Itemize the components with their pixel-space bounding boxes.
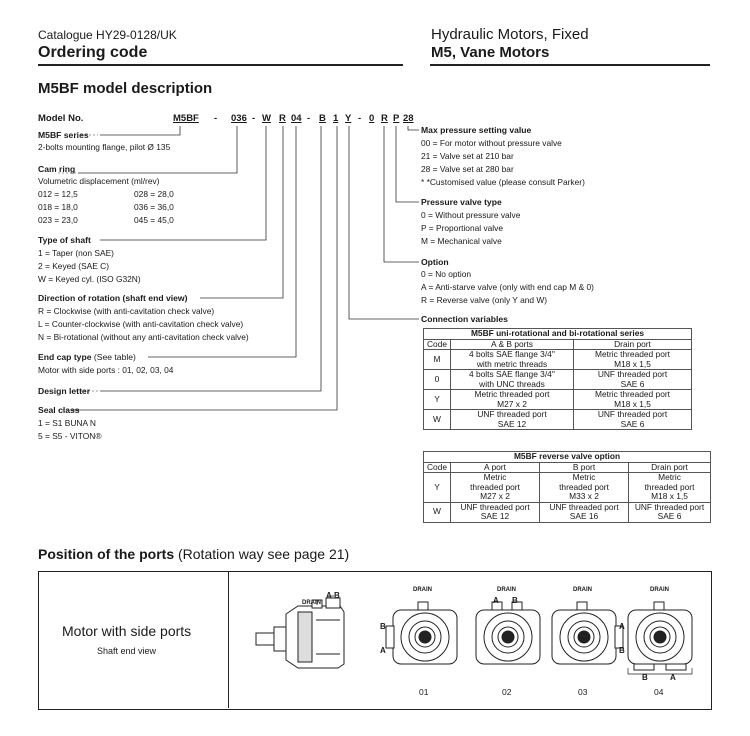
model-separator: - bbox=[214, 113, 218, 124]
table-header: Drain port bbox=[574, 339, 692, 350]
port-b-label: B bbox=[512, 596, 518, 605]
connection-title: Connection variables bbox=[421, 314, 508, 324]
table-header: A & B ports bbox=[451, 339, 574, 350]
seal-option: 5 = S5 - VITON® bbox=[38, 431, 102, 441]
table-header: Code bbox=[424, 462, 451, 473]
table-row: M 4 bolts SAE flange 3/4'' with metric threads Metric threaded port M18 x 1,5 bbox=[424, 350, 692, 370]
drain-label: DRAIN bbox=[497, 587, 516, 593]
ordering-code-title: Ordering code bbox=[38, 44, 148, 61]
port-a-label: A bbox=[619, 622, 625, 631]
drain-label: DRAIN bbox=[573, 587, 592, 593]
shaft-option: 1 = Taper (non SAE) bbox=[38, 248, 114, 258]
rotation-option: L = Counter-clockwise (with anti-cavitation check valve) bbox=[38, 319, 244, 329]
model-part: 0 bbox=[369, 113, 375, 124]
valve-type-option: 0 = Without pressure valve bbox=[421, 210, 521, 220]
model-part: 036 bbox=[231, 113, 247, 124]
valve-type-option: P = Proportional valve bbox=[421, 223, 504, 233]
end-view-number: 01 bbox=[419, 687, 429, 697]
model-part: M5BF bbox=[173, 113, 199, 124]
endcap-option: Motor with side ports : 01, 02, 03, 04 bbox=[38, 365, 174, 375]
section-title: M5BF model description bbox=[38, 80, 213, 97]
port-b-label: B bbox=[380, 622, 386, 631]
port-b-label: B bbox=[619, 646, 625, 655]
end-view-02 bbox=[476, 602, 540, 664]
series-desc: 2-bolts mounting flange, pilot Ø 135 bbox=[38, 142, 171, 152]
end-view-01 bbox=[386, 602, 457, 664]
ports-section-title: Position of the ports (Rotation way see page 21) bbox=[38, 546, 350, 562]
motor-label: Motor with side ports bbox=[62, 623, 192, 639]
pressure-option: 28 = Valve set at 280 bar bbox=[421, 164, 514, 174]
port-a-label: A bbox=[493, 596, 499, 605]
port-a-label: A bbox=[326, 591, 332, 600]
model-part: B bbox=[319, 113, 326, 124]
header-product-family: Hydraulic Motors, Fixed bbox=[431, 26, 589, 43]
view-label: Shaft end view bbox=[97, 646, 157, 656]
model-separator: - bbox=[307, 113, 311, 124]
catalogue-number: Catalogue HY29-0128/UK bbox=[38, 28, 177, 42]
design-letter-title: Design letter bbox=[38, 386, 91, 396]
cam-ring-value: 045 = 45,0 bbox=[134, 215, 174, 225]
table-header: Code bbox=[424, 339, 451, 350]
model-separator: - bbox=[358, 113, 362, 124]
seal-option: 1 = S1 BUNA N bbox=[38, 418, 96, 428]
cam-ring-value: 023 = 23,0 bbox=[38, 215, 78, 225]
end-view-number: 02 bbox=[502, 687, 512, 697]
model-label: Model No. bbox=[38, 113, 84, 124]
option-title: Option bbox=[421, 257, 449, 267]
model-part: R bbox=[381, 113, 388, 124]
drain-label: DRAIN bbox=[650, 587, 669, 593]
pressure-option: 21 = Valve set at 210 bar bbox=[421, 151, 514, 161]
model-part: 1 bbox=[333, 113, 339, 124]
table-row: 0 4 bolts SAE flange 3/4'' with UNC threads UNF threaded port SAE 6 bbox=[424, 370, 692, 390]
shaft-option: W = Keyed cyl. (ISO G32N) bbox=[38, 274, 141, 284]
motor-side-view bbox=[256, 598, 344, 668]
table-row: Y Metric threaded port M27 x 2 Metric threaded port M33 x 2 Metric threaded port M18 x 1,5 bbox=[424, 473, 711, 503]
option-value: A = Anti-starve valve (only with end cap M & 0) bbox=[421, 282, 594, 292]
table-header: B port bbox=[540, 462, 629, 473]
header-product-name: M5, Vane Motors bbox=[431, 44, 550, 61]
port-b-label: B bbox=[642, 673, 648, 682]
model-part: P bbox=[393, 113, 400, 124]
model-part: R bbox=[279, 113, 286, 124]
port-b-label: B bbox=[334, 591, 340, 600]
pressure-option: 00 = For motor without pressure valve bbox=[421, 138, 562, 148]
valve-type-title: Pressure valve type bbox=[421, 197, 502, 207]
end-view-04 bbox=[628, 602, 692, 670]
series-title: M5BF series bbox=[38, 130, 89, 140]
table-row: W UNF threaded port SAE 12 UNF threaded port SAE 6 bbox=[424, 410, 692, 430]
cam-ring-value: 018 = 18,0 bbox=[38, 202, 78, 212]
drain-label: DRAIN bbox=[302, 600, 321, 606]
option-value: R = Reverse valve (only Y and W) bbox=[421, 295, 548, 305]
pressure-title: Max pressure setting value bbox=[421, 125, 532, 135]
model-part: Y bbox=[345, 113, 352, 124]
rotation-title: Direction of rotation (shaft end view) bbox=[38, 293, 188, 303]
port-a-label: A bbox=[670, 673, 676, 682]
end-view-03 bbox=[552, 602, 623, 664]
port-a-label: A bbox=[380, 646, 386, 655]
drain-label: DRAIN bbox=[413, 587, 432, 593]
shaft-title: Type of shaft bbox=[38, 235, 91, 245]
table-header: Drain port bbox=[629, 462, 711, 473]
shaft-option: 2 = Keyed (SAE C) bbox=[38, 261, 109, 271]
end-view-number: 04 bbox=[654, 687, 664, 697]
model-part: W bbox=[262, 113, 271, 124]
cam-ring-value: 012 = 12,5 bbox=[38, 189, 78, 199]
seal-title: Seal class bbox=[38, 405, 80, 415]
option-value: 0 = No option bbox=[421, 269, 472, 279]
rotation-option: R = Clockwise (with anti-cavitation check valve) bbox=[38, 306, 215, 316]
pressure-option: * *Customised value (please consult Parker) bbox=[421, 177, 585, 187]
table-row: Y Metric threaded port M27 x 2 Metric threaded port M18 x 1,5 bbox=[424, 390, 692, 410]
table-row: W UNF threaded port SAE 12 UNF threaded port SAE 16 UNF threaded port SAE 6 bbox=[424, 502, 711, 522]
table-caption: M5BF uni-rotational and bi-rotational series bbox=[424, 329, 692, 340]
endcap-title: End cap type bbox=[38, 352, 92, 362]
cam-ring-title: Cam ring bbox=[38, 164, 76, 174]
model-part: 28 bbox=[403, 113, 414, 124]
table-header: A port bbox=[451, 462, 540, 473]
model-separator: - bbox=[252, 113, 256, 124]
end-view-number: 03 bbox=[578, 687, 588, 697]
table-caption: M5BF reverse valve option bbox=[424, 452, 711, 463]
rotation-option: N = Bi-rotational (without any anti-cavitation check valve) bbox=[38, 332, 249, 342]
endcap-suffix: (See table) bbox=[91, 352, 136, 362]
valve-type-option: M = Mechanical valve bbox=[421, 236, 502, 246]
cam-ring-desc: Volumetric displacement (ml/rev) bbox=[38, 176, 160, 186]
model-part: 04 bbox=[291, 113, 302, 124]
cam-ring-value: 036 = 36,0 bbox=[134, 202, 174, 212]
cam-ring-value: 028 = 28,0 bbox=[134, 189, 174, 199]
